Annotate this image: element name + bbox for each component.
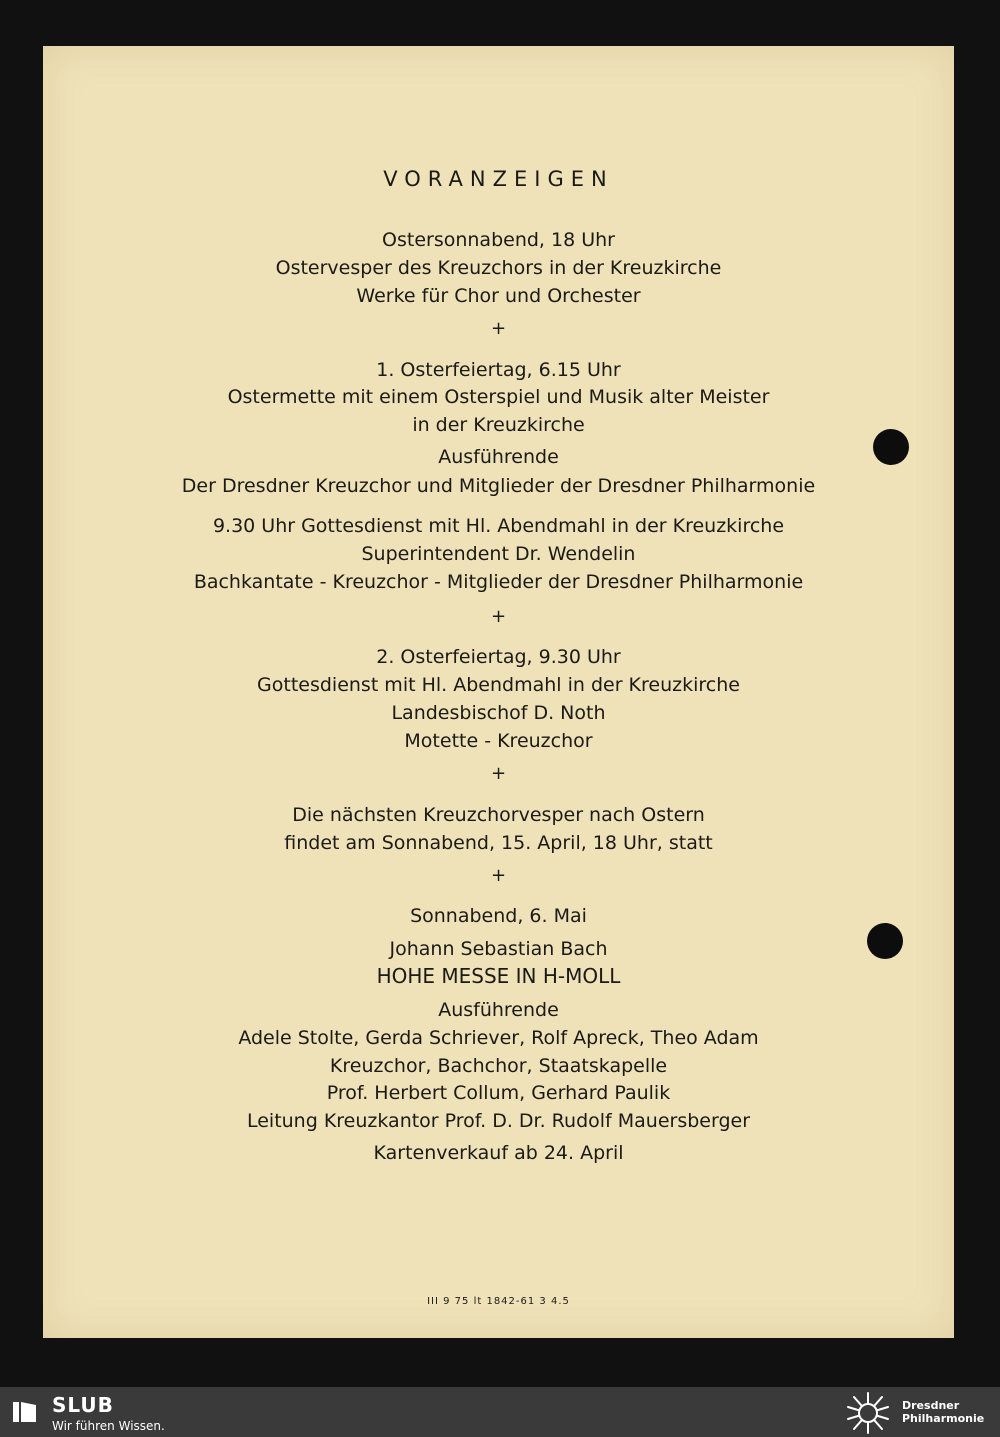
text-line: Ostermette mit einem Osterspiel und Musik alter Meister (227, 386, 770, 408)
text-line: Die nächsten Kreuzchorvesper nach Ostern (292, 804, 705, 826)
philharmonie-star-icon (842, 1391, 894, 1435)
text-line: 2. Osterfeiertag, 9.30 Uhr (376, 646, 621, 668)
text-line: Bachkantate - Kreuzchor - Mitglieder der Dresdner Philharmonie (193, 571, 804, 593)
work-title: HOHE MESSE IN H-MOLL (376, 964, 621, 988)
text-line: Adele Stolte, Gerda Schriever, Rolf Apreck, Theo Adam (238, 1027, 759, 1049)
philharmonie-name (902, 1399, 997, 1425)
text-line: findet am Sonnabend, 15. April, 18 Uhr, statt (284, 832, 713, 854)
text-line: Landesbischof D. Noth (391, 702, 606, 724)
philharmonie-name-line2: Philharmonie (902, 1412, 985, 1425)
text-line: Prof. Herbert Collum, Gerhard Paulik (326, 1082, 671, 1104)
text-line: Ausführende (438, 999, 559, 1021)
slub-book-icon (12, 1399, 38, 1425)
text-line: Kreuzchor, Bachchor, Staatskapelle (329, 1055, 668, 1077)
separator-cross: + (490, 606, 507, 627)
text-line: Johann Sebastian Bach (389, 938, 608, 960)
page-heading: VORANZEIGEN (383, 167, 614, 191)
text-line: Motette - Kreuzchor (404, 730, 593, 752)
text-line: 9.30 Uhr Gottesdienst mit Hl. Abendmahl in der Kreuzkirche (212, 515, 785, 537)
text-line: Gottesdienst mit Hl. Abendmahl in der Kreuzkirche (257, 674, 740, 696)
document-page (43, 46, 954, 1338)
separator-cross: + (490, 865, 507, 886)
text-line: Der Dresdner Kreuzchor und Mitglieder der Dresdner Philharmonie (181, 475, 816, 497)
text-line: Superintendent Dr. Wendelin (361, 543, 636, 565)
text-line: Ostersonnabend, 18 Uhr (382, 229, 615, 251)
print-code: III 9 75 lt 1842-61 3 4.5 (427, 1296, 570, 1307)
slub-tagline: Wir führen Wissen. (52, 1419, 165, 1433)
slub-name: SLUB (52, 1393, 114, 1417)
philharmonie-name-line1: Dresdner (902, 1399, 960, 1412)
separator-cross: + (490, 318, 507, 339)
text-line: Ausführende (438, 446, 559, 468)
text-line: Sonnabend, 6. Mai (410, 905, 587, 927)
text-line: Ostervesper des Kreuzchors in der Kreuzkirche (275, 257, 722, 279)
text-line: 1. Osterfeiertag, 6.15 Uhr (376, 359, 621, 381)
text-line: in der Kreuzkirche (412, 414, 585, 436)
separator-cross: + (490, 763, 507, 784)
text-line: Leitung Kreuzkantor Prof. D. Dr. Rudolf Mauersberger (246, 1110, 751, 1132)
text-line: Werke für Chor und Orchester (356, 285, 641, 307)
text-line: Kartenverkauf ab 24. April (373, 1142, 624, 1164)
footer-bar (0, 1387, 1000, 1437)
